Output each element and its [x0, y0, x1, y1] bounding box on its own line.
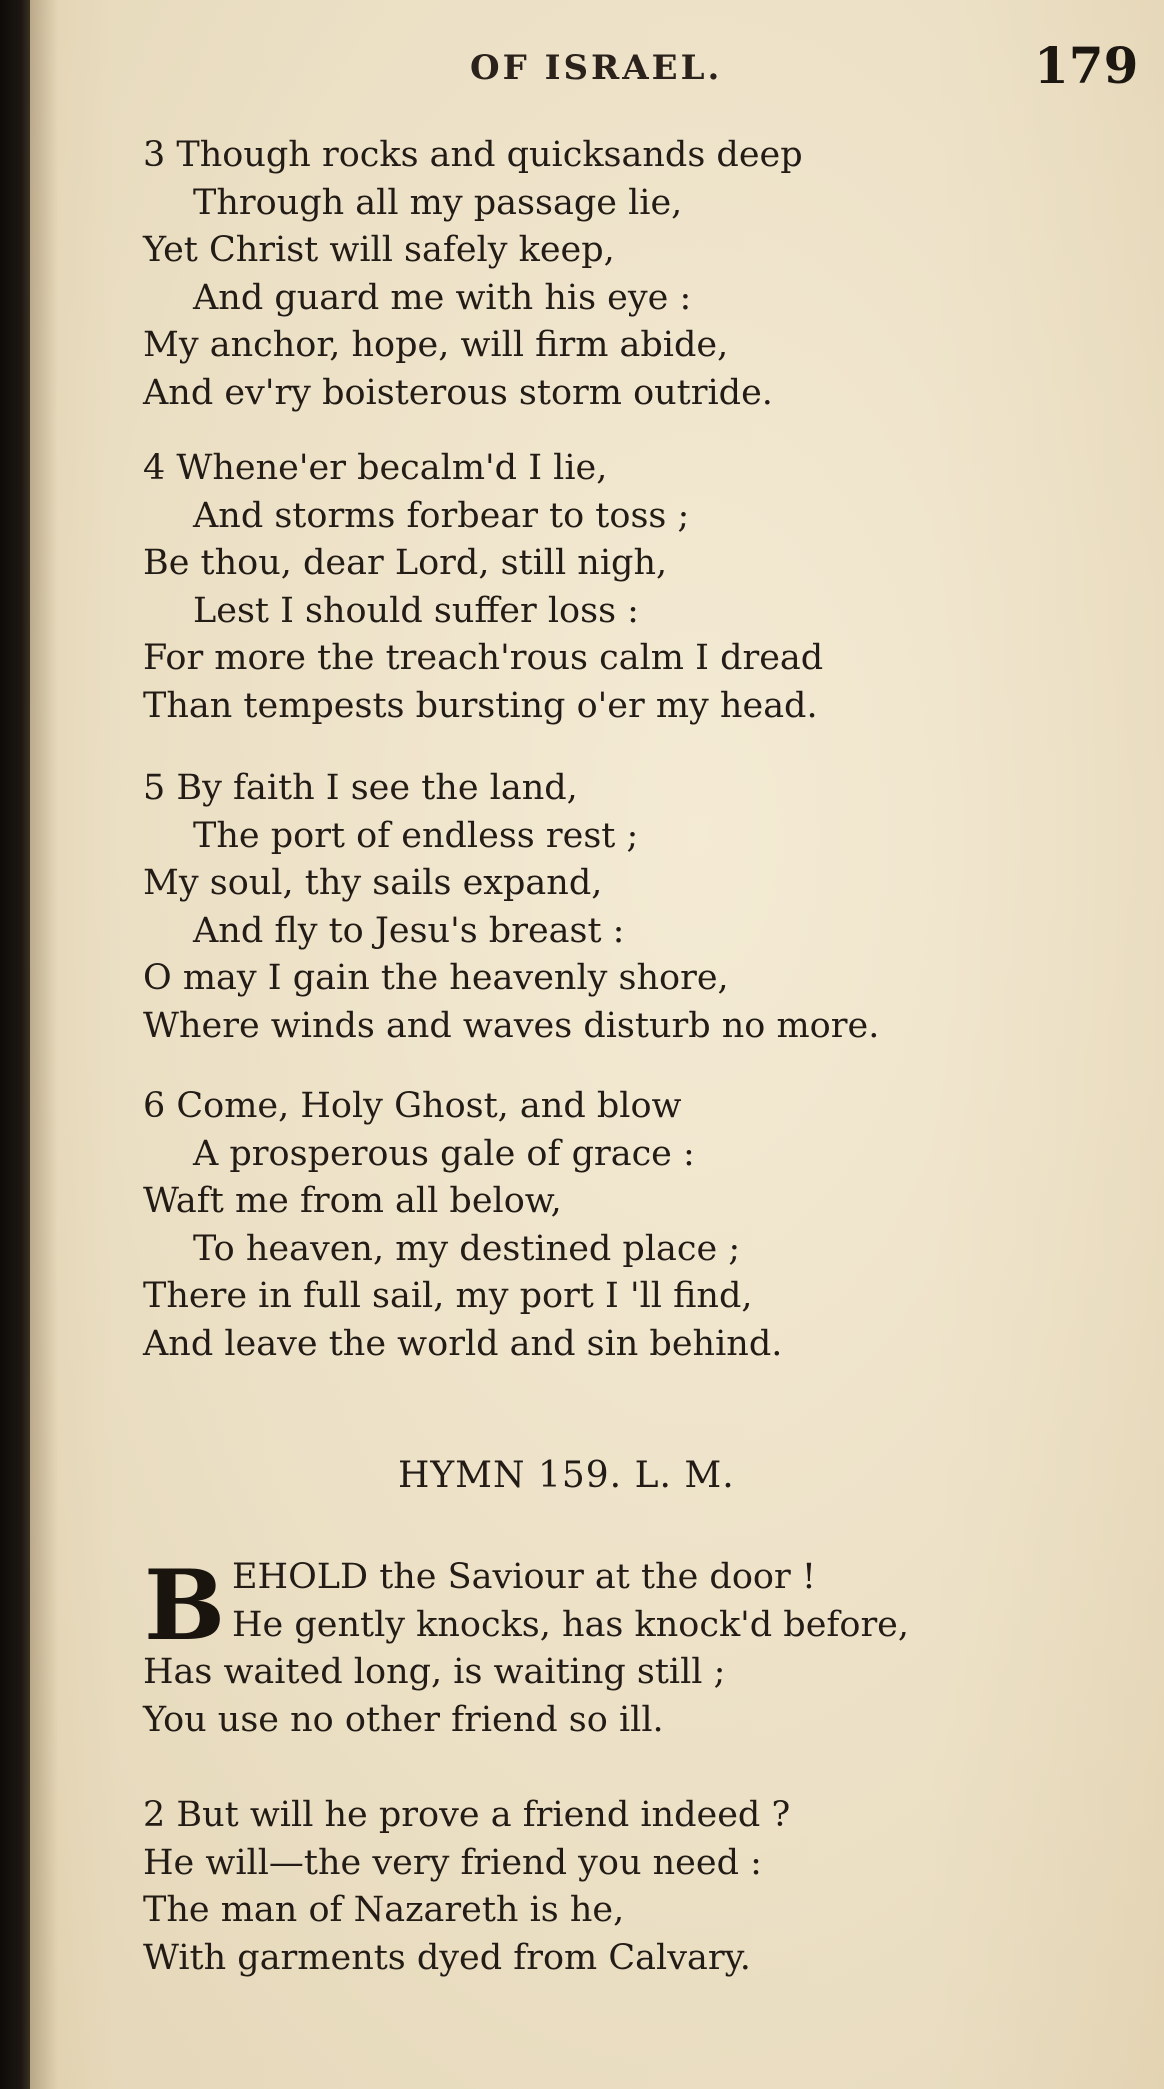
stanza-6 [143, 1083, 782, 1368]
stanza-line: My soul, thy sails expand, [143, 863, 603, 903]
stanza-line: There in full sail, my port I 'll find, [143, 1276, 753, 1316]
stanza-line: Lest I should suffer loss : [193, 590, 639, 631]
stanza-4 [143, 445, 823, 730]
stanza-line: O may I gain the heavenly shore, [143, 958, 729, 998]
stanza-line: EHOLD the Saviour at the door ! [232, 1557, 816, 1597]
stanza-line: 4 Whene'er becalm'd I lie, [143, 448, 608, 488]
stanza-line: Waft me from all below, [143, 1181, 562, 1221]
gutter-shadow [30, 0, 58, 2089]
stanza-line: The port of endless rest ; [193, 815, 639, 856]
stanza-line: The man of Nazareth is he, [143, 1890, 625, 1930]
stanza-line: 2 But will he prove a friend indeed ? [143, 1795, 791, 1835]
stanza-line: And storms forbear to toss ; [193, 495, 690, 536]
stanza-line: Through all my passage lie, [193, 182, 683, 223]
book-spine [0, 0, 30, 2089]
stanza-line: Be thou, dear Lord, still nigh, [143, 543, 668, 583]
drop-cap: B [144, 1549, 226, 1662]
stanza-3 [143, 132, 803, 417]
stanza-line: 5 By faith I see the land, [143, 768, 578, 808]
stanza-line: Yet Christ will safely keep, [143, 230, 615, 270]
stanza-line: And fly to Jesu's breast : [193, 910, 625, 951]
page-number: 179 [1034, 36, 1139, 95]
stanza-line: You use no other friend so ill. [143, 1699, 664, 1740]
stanza-line: And guard me with his eye : [193, 277, 692, 318]
stanza-line: Than tempests bursting o'er my head. [143, 685, 818, 726]
stanza-line: A prosperous gale of grace : [193, 1133, 695, 1174]
stanza-line: He will—the very friend you need : [143, 1842, 762, 1883]
hymn-159-stanza-1-opening [232, 1554, 909, 1649]
stanza-line: 3 Though rocks and quicksands deep [143, 135, 803, 175]
stanza-5 [143, 765, 879, 1050]
stanza-line: And leave the world and sin behind. [143, 1323, 783, 1364]
stanza-line: Where winds and waves disturb no more. [143, 1005, 880, 1046]
stanza-line: My anchor, hope, will firm abide, [143, 325, 729, 365]
stanza-line: 6 Come, Holy Ghost, and blow [143, 1086, 682, 1126]
stanza-line: With garments dyed from Calvary. [143, 1937, 751, 1978]
hymn-159-stanza-2 [143, 1792, 790, 1982]
hymn-title: HYMN 159. L. M. [398, 1455, 735, 1496]
stanza-line: For more the treach'rous calm I dread [143, 638, 824, 678]
stanza-line: Has waited long, is waiting still ; [143, 1652, 726, 1692]
running-title: OF ISRAEL. [470, 48, 723, 88]
stanza-line: He gently knocks, has knock'd before, [232, 1604, 910, 1645]
hymn-159-stanza-1-continued [143, 1649, 725, 1744]
stanza-line: To heaven, my destined place ; [193, 1228, 741, 1269]
stanza-line: And ev'ry boisterous storm outride. [143, 372, 773, 413]
